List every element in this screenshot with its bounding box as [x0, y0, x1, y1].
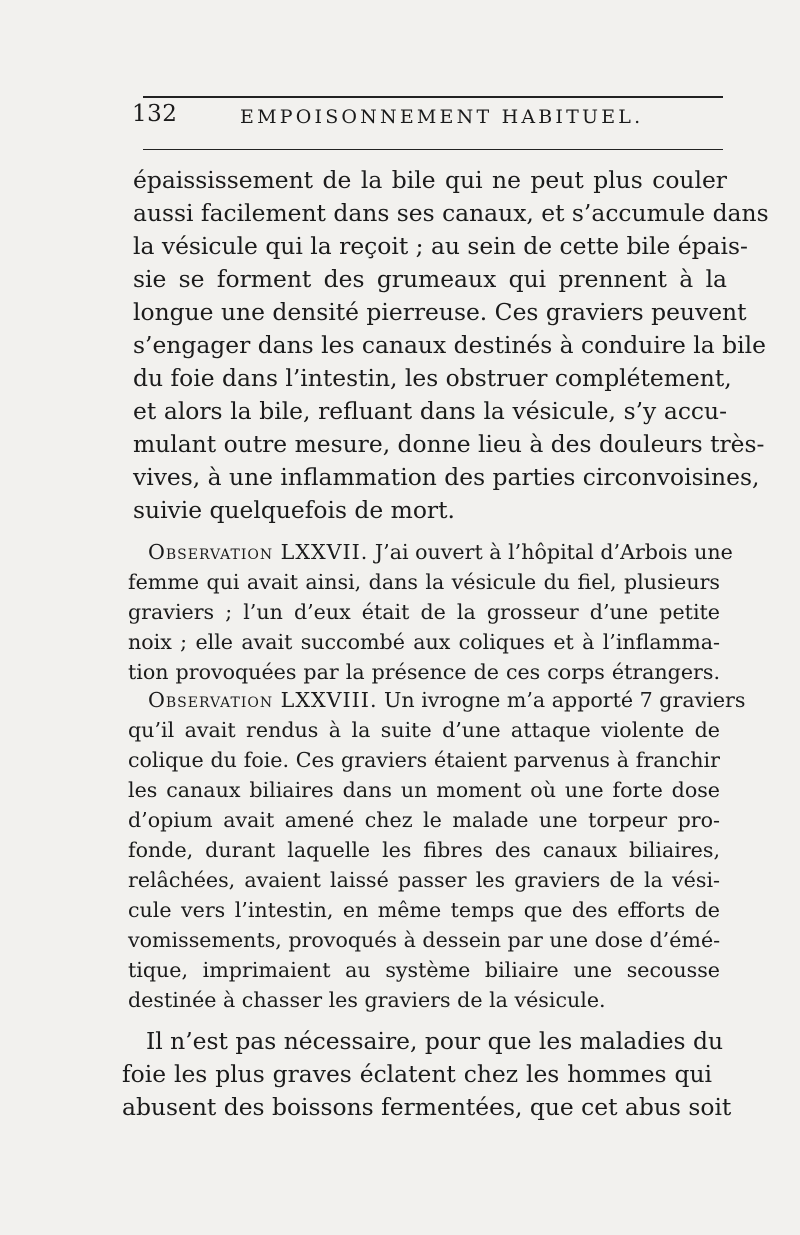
running-title: EMPOISONNEMENT HABITUEL. — [240, 106, 644, 128]
observation-text: J’ai ouvert à l’hôpital d’Arbois une — [368, 540, 733, 564]
text-line: les canaux biliaires dans un moment où une forte dose — [128, 778, 720, 802]
text-line: relâchées, avaient laissé passer les graviers de la vési- — [128, 868, 720, 892]
text-line: la vésicule qui la reçoit ; au sein de cette bile épais- — [133, 232, 748, 260]
text-line: s’engager dans les canaux destinés à conduire la bile — [133, 331, 766, 359]
text-line: abusent des boissons fermentées, que cet abus soit — [122, 1093, 732, 1121]
observation-first-line — [148, 685, 746, 715]
text-line: tique, imprimaient au système biliaire une secousse — [128, 958, 720, 982]
text-line: vives, à une inflammation des parties circonvoisines, — [133, 463, 760, 491]
header-rule-top — [143, 96, 723, 98]
text-line: du foie dans l’intestin, les obstruer complétement, — [133, 364, 732, 392]
text-line: Il n’est pas nécessaire, pour que les maladies du — [146, 1027, 724, 1055]
text-line: suivie quelquefois de mort. — [133, 496, 455, 524]
text-line: femme qui avait ainsi, dans la vésicule du fiel, plusieurs — [128, 570, 720, 594]
text-line: destinée à chasser les graviers de la vésicule. — [128, 988, 606, 1012]
text-line: sie se forment des grumeaux qui prennent à la — [133, 265, 727, 293]
text-line: foie les plus graves éclatent chez les hommes qui — [122, 1060, 712, 1088]
observation-text: Un ivrogne m’a apporté 7 graviers — [377, 688, 746, 712]
text-line: tion provoquées par la présence de ces corps étrangers. — [128, 660, 720, 684]
text-line: noix ; elle avait succombé aux coliques et à l’inflamma- — [128, 630, 720, 654]
observation-label: Observation LXXVIII. — [148, 688, 378, 712]
observation-label: Observation LXXVII. — [148, 540, 369, 564]
text-line: cule vers l’intestin, en même temps que des efforts de — [128, 898, 720, 922]
text-line: vomissements, provoqués à dessein par une dose d’émé- — [128, 928, 721, 952]
text-line: qu’il avait rendus à la suite d’une attaque violente de — [128, 718, 720, 742]
text-line: colique du foie. Ces graviers étaient parvenus à franchir — [128, 748, 720, 772]
text-line: épaississement de la bile qui ne peut plus couler — [133, 166, 727, 194]
header-rule-bottom — [143, 149, 723, 150]
text-line: aussi facilement dans ses canaux, et s’accumule dans — [133, 199, 769, 227]
text-line: et alors la bile, refluant dans la vésicule, s’y accu- — [133, 397, 727, 425]
text-line: d’opium avait amené chez le malade une torpeur pro- — [128, 808, 720, 832]
observation-first-line — [148, 537, 733, 567]
text-line: fonde, durant laquelle les fibres des canaux biliaires, — [128, 838, 720, 862]
text-line: graviers ; l’un d’eux était de la grosseur d’une petite — [128, 600, 720, 624]
text-line: longue une densité pierreuse. Ces graviers peuvent — [133, 298, 747, 326]
page-number: 132 — [132, 101, 178, 127]
text-line: mulant outre mesure, donne lieu à des douleurs très- — [133, 430, 765, 458]
